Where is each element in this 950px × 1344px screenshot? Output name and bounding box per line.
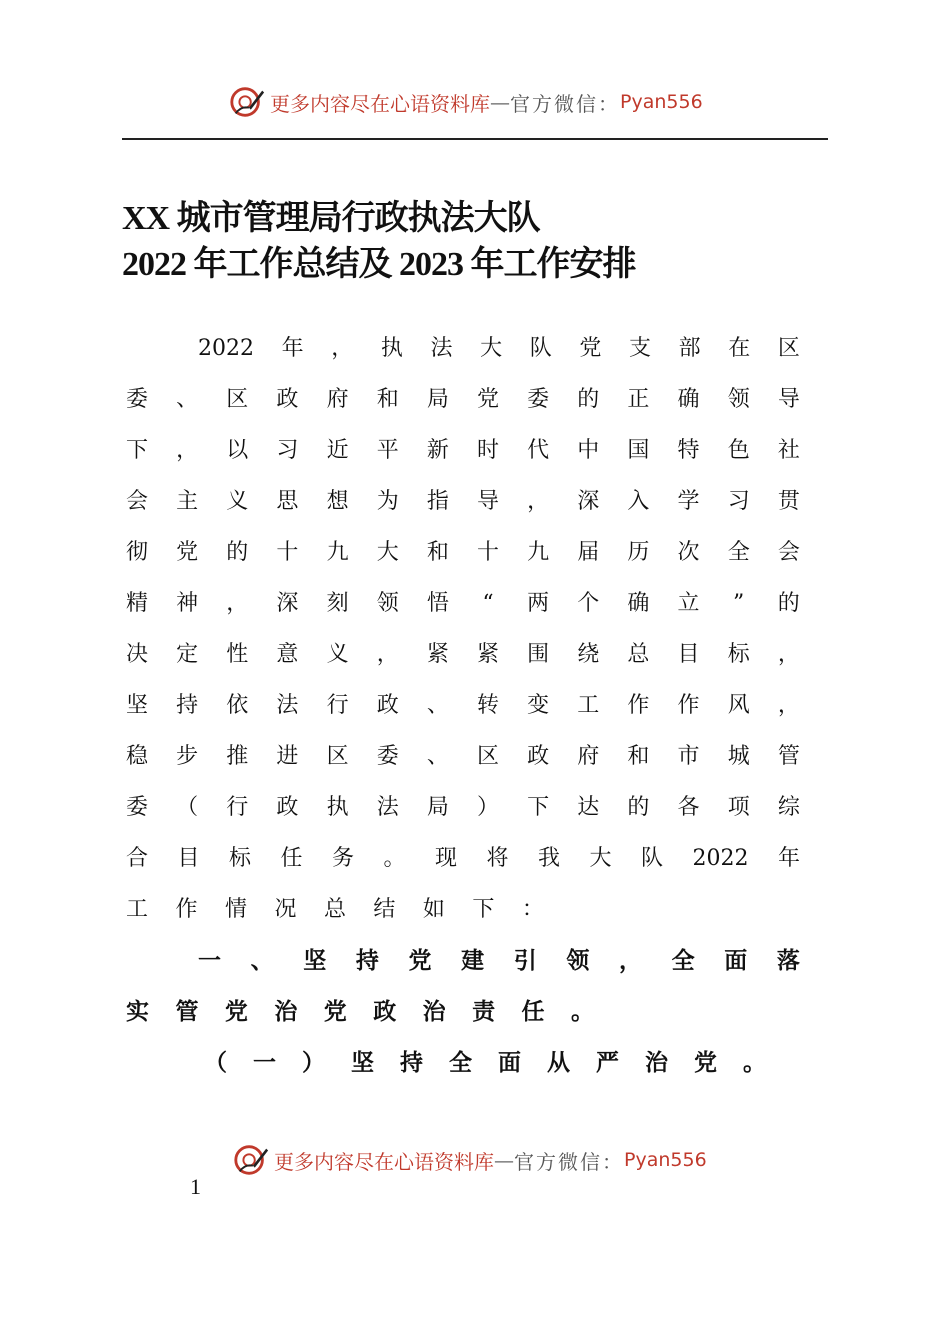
body-char: 立 — [677, 591, 700, 616]
banner-main-text: 更多内容尽在心语资料库 — [274, 1149, 494, 1174]
body-char: 变 — [527, 693, 550, 718]
footer-banner — [232, 1140, 707, 1180]
body-paragraph-line — [126, 744, 800, 770]
document-title-line1: XX 城市管理局行政执法大队 — [122, 200, 540, 237]
body-paragraph-line — [198, 336, 800, 362]
header-divider — [122, 138, 828, 140]
body-char: 刻 — [326, 591, 349, 616]
body-char: 决 — [126, 642, 149, 667]
body-char: 领 — [376, 591, 399, 616]
body-char: 府 — [326, 387, 349, 412]
body-char: ： — [521, 897, 544, 922]
body-char: ， — [176, 438, 199, 463]
body-char: 入 — [627, 489, 650, 514]
body-char: 全 — [449, 1049, 472, 1076]
body-char: 任 — [280, 846, 303, 871]
body-char: 持 — [176, 693, 199, 718]
body-char: 委 — [126, 387, 149, 412]
body-char: 目 — [677, 642, 700, 667]
body-char: 。 — [743, 1049, 766, 1076]
body-char: 历 — [627, 540, 650, 565]
body-char: 下 — [472, 897, 495, 922]
body-char: 实 — [126, 998, 149, 1025]
body-char: 政 — [276, 387, 299, 412]
body-char: 领 — [566, 947, 590, 974]
section-heading-line — [198, 948, 800, 974]
body-char: 平 — [376, 438, 399, 463]
body-char: 2022 — [692, 846, 749, 871]
body-char: 习 — [727, 489, 750, 514]
body-char: 结 — [373, 897, 396, 922]
body-paragraph-line — [126, 795, 800, 821]
body-char: 坚 — [126, 693, 149, 718]
body-char: ） — [476, 795, 499, 820]
body-char: 标 — [229, 846, 252, 871]
body-char: 下 — [126, 438, 149, 463]
body-char: 工 — [126, 897, 149, 922]
body-char: 标 — [727, 642, 750, 667]
body-char: 义 — [226, 489, 249, 514]
body-char: 责 — [472, 998, 496, 1025]
body-char: 正 — [627, 387, 650, 412]
body-char: 区 — [326, 744, 349, 769]
body-char: 达 — [577, 795, 600, 820]
body-char: ， — [376, 642, 399, 667]
body-char: ” — [733, 591, 745, 616]
body-char: 两 — [527, 591, 550, 616]
body-char: 稳 — [126, 744, 149, 769]
body-char: 习 — [276, 438, 299, 463]
body-char: 党 — [408, 947, 432, 974]
body-char: 九 — [326, 540, 349, 565]
body-char: 大 — [376, 540, 399, 565]
body-char: 、 — [426, 744, 449, 769]
body-char: ， — [331, 336, 354, 361]
body-char: 十 — [476, 540, 499, 565]
body-char: 面 — [498, 1049, 521, 1076]
body-char: 市 — [677, 744, 700, 769]
body-char: 严 — [596, 1049, 619, 1076]
body-char: 各 — [677, 795, 700, 820]
body-char: 神 — [176, 591, 199, 616]
body-char: 会 — [126, 489, 149, 514]
body-char: 党 — [694, 1049, 717, 1076]
body-char: 下 — [527, 795, 550, 820]
body-char: 管 — [175, 998, 199, 1025]
body-char: 义 — [326, 642, 349, 667]
body-char: 和 — [627, 744, 650, 769]
body-char: 法 — [376, 795, 399, 820]
body-char: 法 — [430, 336, 453, 361]
body-char: 大 — [480, 336, 503, 361]
banner-separator: — — [494, 1148, 514, 1172]
body-char: 在 — [728, 336, 751, 361]
body-char: 进 — [276, 744, 299, 769]
body-char: 依 — [226, 693, 249, 718]
body-char: 况 — [274, 897, 297, 922]
body-char: 作 — [627, 693, 650, 718]
body-char: 精 — [126, 591, 149, 616]
body-char: 面 — [724, 947, 748, 974]
body-char: 彻 — [126, 540, 149, 565]
body-char: 转 — [476, 693, 499, 718]
body-char: 紧 — [426, 642, 449, 667]
subsection-heading-line — [204, 1050, 766, 1076]
page-number: 1 — [190, 1174, 201, 1199]
body-char: 九 — [527, 540, 550, 565]
body-char: 年 — [281, 336, 304, 361]
header-banner — [228, 82, 703, 122]
body-char: 工 — [577, 693, 600, 718]
body-char: 城 — [727, 744, 750, 769]
body-char: 导 — [476, 489, 499, 514]
body-char: 和 — [426, 540, 449, 565]
body-char: 代 — [527, 438, 550, 463]
body-char: 目 — [177, 846, 200, 871]
body-char: 合 — [126, 846, 149, 871]
body-char: 行 — [226, 795, 249, 820]
body-char: 国 — [627, 438, 650, 463]
body-char: 贯 — [777, 489, 800, 514]
body-char: 行 — [326, 693, 349, 718]
body-char: 我 — [538, 846, 561, 871]
body-char: 十 — [276, 540, 299, 565]
pen-logo-icon — [232, 1141, 270, 1179]
body-char: 悟 — [426, 591, 449, 616]
body-char: 定 — [176, 642, 199, 667]
body-char: 为 — [376, 489, 399, 514]
body-char: 想 — [326, 489, 349, 514]
body-char: 法 — [276, 693, 299, 718]
body-char: 紧 — [476, 642, 499, 667]
body-char: 2022 — [198, 336, 254, 361]
body-paragraph-line — [126, 693, 800, 719]
body-char: 和 — [376, 387, 399, 412]
body-char: 政 — [376, 693, 399, 718]
body-char: 项 — [727, 795, 750, 820]
body-char: 围 — [527, 642, 550, 667]
body-char: 会 — [777, 540, 800, 565]
body-char: 、 — [176, 387, 199, 412]
body-char: 社 — [777, 438, 800, 463]
body-char: 党 — [579, 336, 602, 361]
body-char: 学 — [677, 489, 700, 514]
body-char: 确 — [677, 387, 700, 412]
body-char: ， — [619, 947, 642, 974]
body-char: 持 — [400, 1049, 423, 1076]
body-char: 次 — [677, 540, 700, 565]
body-char: 政 — [276, 795, 299, 820]
body-char: 治 — [274, 998, 298, 1025]
body-char: 落 — [776, 947, 800, 974]
body-char: 持 — [355, 947, 379, 974]
body-char: 府 — [577, 744, 600, 769]
body-char: 导 — [777, 387, 800, 412]
body-char: 部 — [678, 336, 701, 361]
banner-wechat-id: Pyan556 — [620, 91, 703, 113]
body-char: 色 — [727, 438, 750, 463]
body-char: 治 — [645, 1049, 668, 1076]
body-char: 将 — [486, 846, 509, 871]
section-heading-line — [126, 999, 594, 1025]
body-paragraph-line — [126, 642, 800, 668]
body-char: 风 — [727, 693, 750, 718]
body-char: 区 — [777, 336, 800, 361]
body-char: 的 — [777, 591, 800, 616]
body-char: 党 — [224, 998, 248, 1025]
body-char: 推 — [226, 744, 249, 769]
body-char: 中 — [577, 438, 600, 463]
body-paragraph-line — [126, 387, 800, 413]
body-char: 一 — [198, 947, 221, 974]
body-char: 、 — [250, 947, 274, 974]
body-char: “ — [482, 591, 494, 616]
body-char: 政 — [373, 998, 397, 1025]
body-char: 以 — [226, 438, 249, 463]
body-char: 如 — [422, 897, 445, 922]
body-char: 总 — [323, 897, 346, 922]
body-char: 时 — [476, 438, 499, 463]
body-char: 综 — [777, 795, 800, 820]
body-char: 执 — [326, 795, 349, 820]
body-char: 队 — [641, 846, 664, 871]
body-char: 坚 — [351, 1049, 374, 1076]
body-char: 治 — [422, 998, 446, 1025]
body-char: 建 — [461, 947, 485, 974]
body-char: 任 — [521, 998, 545, 1025]
body-char: 思 — [276, 489, 299, 514]
body-char: 从 — [547, 1049, 570, 1076]
body-paragraph-line — [126, 846, 800, 872]
body-paragraph-line — [126, 438, 800, 464]
banner-label: 官方微信： — [510, 91, 620, 116]
body-char: 深 — [276, 591, 299, 616]
body-char: 引 — [513, 947, 537, 974]
body-paragraph-line — [126, 591, 800, 617]
body-char: 意 — [276, 642, 299, 667]
body-char: 区 — [476, 744, 499, 769]
body-char: 区 — [226, 387, 249, 412]
body-char: ） — [302, 1049, 325, 1076]
body-char: 委 — [527, 387, 550, 412]
body-char: 队 — [529, 336, 552, 361]
body-char: 作 — [175, 897, 198, 922]
body-char: 。 — [570, 998, 594, 1025]
body-paragraph-line — [126, 897, 544, 923]
body-char: 执 — [380, 336, 403, 361]
body-char: 领 — [727, 387, 750, 412]
body-char: 支 — [628, 336, 651, 361]
body-char: 党 — [476, 387, 499, 412]
body-char: 的 — [226, 540, 249, 565]
body-char: 管 — [777, 744, 800, 769]
body-char: （ — [204, 1049, 227, 1076]
body-paragraph-line — [126, 489, 800, 515]
body-char: 委 — [126, 795, 149, 820]
body-char: 的 — [627, 795, 650, 820]
body-char: 主 — [176, 489, 199, 514]
body-char: 绕 — [577, 642, 600, 667]
body-char: ， — [527, 489, 550, 514]
body-char: 年 — [777, 846, 800, 871]
body-char: 总 — [627, 642, 650, 667]
body-char: 性 — [226, 642, 249, 667]
body-char: 局 — [426, 387, 449, 412]
body-char: 、 — [426, 693, 449, 718]
body-char: 新 — [426, 438, 449, 463]
body-char: 全 — [727, 540, 750, 565]
body-char: 指 — [426, 489, 449, 514]
body-char: 坚 — [303, 947, 327, 974]
body-char: 党 — [323, 998, 347, 1025]
body-char: 务 — [332, 846, 355, 871]
body-char: 委 — [376, 744, 399, 769]
pen-logo-icon — [228, 83, 266, 121]
body-char: ， — [777, 642, 800, 667]
banner-label: 官方微信： — [514, 1149, 624, 1174]
body-char: 党 — [176, 540, 199, 565]
body-char: 一 — [253, 1049, 276, 1076]
body-char: ， — [226, 591, 249, 616]
body-paragraph-line — [126, 540, 800, 566]
body-char: 大 — [589, 846, 612, 871]
body-char: 全 — [671, 947, 695, 974]
body-char: 政 — [527, 744, 550, 769]
body-char: 特 — [677, 438, 700, 463]
banner-main-text: 更多内容尽在心语资料库 — [270, 91, 490, 116]
document-title-line2: 2022 年工作总结及 2023 年工作安排 — [122, 246, 636, 283]
banner-separator: — — [490, 90, 510, 114]
body-char: 情 — [224, 897, 247, 922]
body-char: 作 — [677, 693, 700, 718]
body-char: （ — [176, 795, 199, 820]
body-char: 的 — [577, 387, 600, 412]
body-char: 个 — [577, 591, 600, 616]
body-char: 近 — [326, 438, 349, 463]
body-char: ， — [777, 693, 800, 718]
body-char: 确 — [627, 591, 650, 616]
body-char: 步 — [176, 744, 199, 769]
body-char: 届 — [577, 540, 600, 565]
body-char: 。 — [383, 846, 406, 871]
banner-wechat-id: Pyan556 — [624, 1149, 707, 1171]
body-char: 深 — [577, 489, 600, 514]
body-char: 局 — [426, 795, 449, 820]
body-char: 现 — [435, 846, 458, 871]
